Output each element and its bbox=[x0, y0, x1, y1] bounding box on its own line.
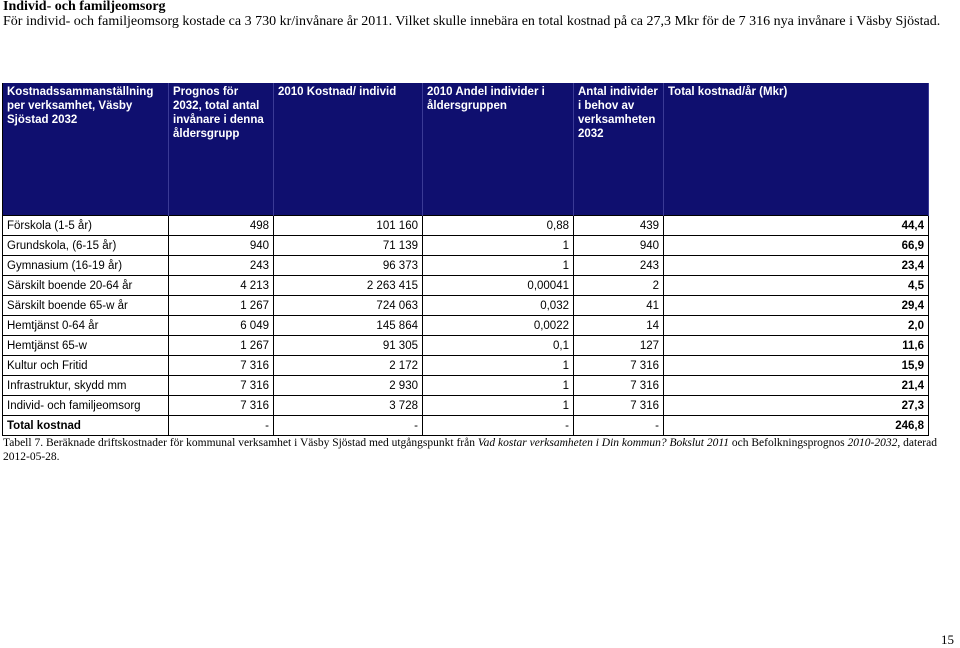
cost-table bbox=[2, 83, 929, 436]
table-cell: - bbox=[574, 416, 664, 436]
section-heading: Individ- och familjeomsorg bbox=[3, 0, 166, 14]
table-cell: - bbox=[169, 416, 274, 436]
caption-prefix: Tabell 7. Beräknade driftskostnader för kommunal verksamhet i Väsby Sjöstad med utgångspunkt från bbox=[3, 437, 478, 449]
table-cell: 2 930 bbox=[274, 376, 423, 396]
table-cell: 1 bbox=[423, 396, 574, 416]
table-cell-total: 21,4 bbox=[664, 376, 929, 396]
table-row bbox=[3, 236, 929, 256]
table-cell: - bbox=[274, 416, 423, 436]
table-cell: 101 160 bbox=[274, 216, 423, 236]
row-label: Grundskola, (6-15 år) bbox=[3, 236, 169, 256]
header-cell: 2010 Kostnad/ individ bbox=[274, 83, 423, 216]
table-cell-total: 44,4 bbox=[664, 216, 929, 236]
table-cell: 1 bbox=[423, 376, 574, 396]
row-label: Infrastruktur, skydd mm bbox=[3, 376, 169, 396]
table-cell: 2 172 bbox=[274, 356, 423, 376]
table-cell-total: 11,6 bbox=[664, 336, 929, 356]
caption-suffix: , daterad 2012-05-28. bbox=[3, 437, 937, 463]
header-cell: Total kostnad/år (Mkr) bbox=[664, 83, 929, 216]
table-row bbox=[3, 396, 929, 416]
table-cell-total: 66,9 bbox=[664, 236, 929, 256]
table-cell: 0,1 bbox=[423, 336, 574, 356]
table-cell: 2 bbox=[574, 276, 664, 296]
table-cell-total: 29,4 bbox=[664, 296, 929, 316]
grand-total-value: 246,8 bbox=[664, 416, 929, 436]
row-label: Hemtjänst 65-w bbox=[3, 336, 169, 356]
table-cell: 3 728 bbox=[274, 396, 423, 416]
table-cell: 7 316 bbox=[574, 376, 664, 396]
row-label: Förskola (1-5 år) bbox=[3, 216, 169, 236]
table-cell-total: 15,9 bbox=[664, 356, 929, 376]
row-label: Särskilt boende 65-w år bbox=[3, 296, 169, 316]
row-label: Kultur och Fritid bbox=[3, 356, 169, 376]
table-cell-total: 2,0 bbox=[664, 316, 929, 336]
header-cell: 2010 Andel individer i åldersgruppen bbox=[423, 83, 574, 216]
table-row bbox=[3, 276, 929, 296]
table-cell: 1 bbox=[423, 236, 574, 256]
table-cell: 7 316 bbox=[574, 356, 664, 376]
table-row bbox=[3, 316, 929, 336]
table-cell: 6 049 bbox=[169, 316, 274, 336]
header-cell: Prognos för 2032, total antal invånare i denna åldersgrupp bbox=[169, 83, 274, 216]
table-cell: 71 139 bbox=[274, 236, 423, 256]
row-label: Hemtjänst 0-64 år bbox=[3, 316, 169, 336]
table-row bbox=[3, 216, 929, 236]
table-row bbox=[3, 336, 929, 356]
table-cell: 4 213 bbox=[169, 276, 274, 296]
header-cell: Antal individer i behov av verksamheten 2032 bbox=[574, 83, 664, 216]
table-cell: 724 063 bbox=[274, 296, 423, 316]
table-cell: 127 bbox=[574, 336, 664, 356]
table-row bbox=[3, 256, 929, 276]
table-cell: 7 316 bbox=[169, 356, 274, 376]
table-cell: 0,032 bbox=[423, 296, 574, 316]
table-header-row bbox=[3, 83, 929, 216]
table-cell: 243 bbox=[574, 256, 664, 276]
table-cell: 0,00041 bbox=[423, 276, 574, 296]
table-row bbox=[3, 296, 929, 316]
table-row bbox=[3, 356, 929, 376]
table-cell: 1 bbox=[423, 256, 574, 276]
table-cell: 940 bbox=[169, 236, 274, 256]
table-cell: - bbox=[423, 416, 574, 436]
table-caption bbox=[3, 436, 948, 464]
table-cell-total: 27,3 bbox=[664, 396, 929, 416]
page-number: 15 bbox=[941, 632, 954, 647]
table-cell: 0,0022 bbox=[423, 316, 574, 336]
row-label: Individ- och familjeomsorg bbox=[3, 396, 169, 416]
table-cell: 7 316 bbox=[169, 376, 274, 396]
table-cell: 0,88 bbox=[423, 216, 574, 236]
intro-paragraph: För individ- och familjeomsorg kostade ca 3 730 kr/invånare år 2011. Vilket skulle innebära en total kostnad på ca 27,3 Mkr för de 7 316 nya invånare i Väsby Sjöstad. bbox=[3, 14, 941, 29]
caption-source-bokslut: Bokslut 2011 bbox=[669, 437, 730, 449]
table-cell: 498 bbox=[169, 216, 274, 236]
table-cell: 1 267 bbox=[169, 336, 274, 356]
table-cell: 1 bbox=[423, 356, 574, 376]
row-label: Gymnasium (16-19 år) bbox=[3, 256, 169, 276]
table-cell: 243 bbox=[169, 256, 274, 276]
header-cell: Kostnadssammanställning per verksamhet, Väsby Sjöstad 2032 bbox=[3, 83, 169, 216]
table-cell: 14 bbox=[574, 316, 664, 336]
total-row bbox=[3, 416, 929, 436]
table-cell: 940 bbox=[574, 236, 664, 256]
caption-mid: och Befolkningsprognos bbox=[729, 437, 848, 449]
row-label: Särskilt boende 20-64 år bbox=[3, 276, 169, 296]
caption-source-prognos: 2010-2032 bbox=[847, 437, 898, 449]
table-cell: 145 864 bbox=[274, 316, 423, 336]
table-cell: 91 305 bbox=[274, 336, 423, 356]
caption-source-title: Vad kostar verksamheten i Din kommun? bbox=[477, 437, 667, 449]
table-cell: 2 263 415 bbox=[274, 276, 423, 296]
table-cell: 41 bbox=[574, 296, 664, 316]
table-row bbox=[3, 376, 929, 396]
table-cell-total: 4,5 bbox=[664, 276, 929, 296]
table-cell: 7 316 bbox=[574, 396, 664, 416]
table-cell-total: 23,4 bbox=[664, 256, 929, 276]
table-cell: 439 bbox=[574, 216, 664, 236]
table-cell: 1 267 bbox=[169, 296, 274, 316]
table-cell: 7 316 bbox=[169, 396, 274, 416]
total-label: Total kostnad bbox=[3, 416, 169, 436]
table-cell: 96 373 bbox=[274, 256, 423, 276]
